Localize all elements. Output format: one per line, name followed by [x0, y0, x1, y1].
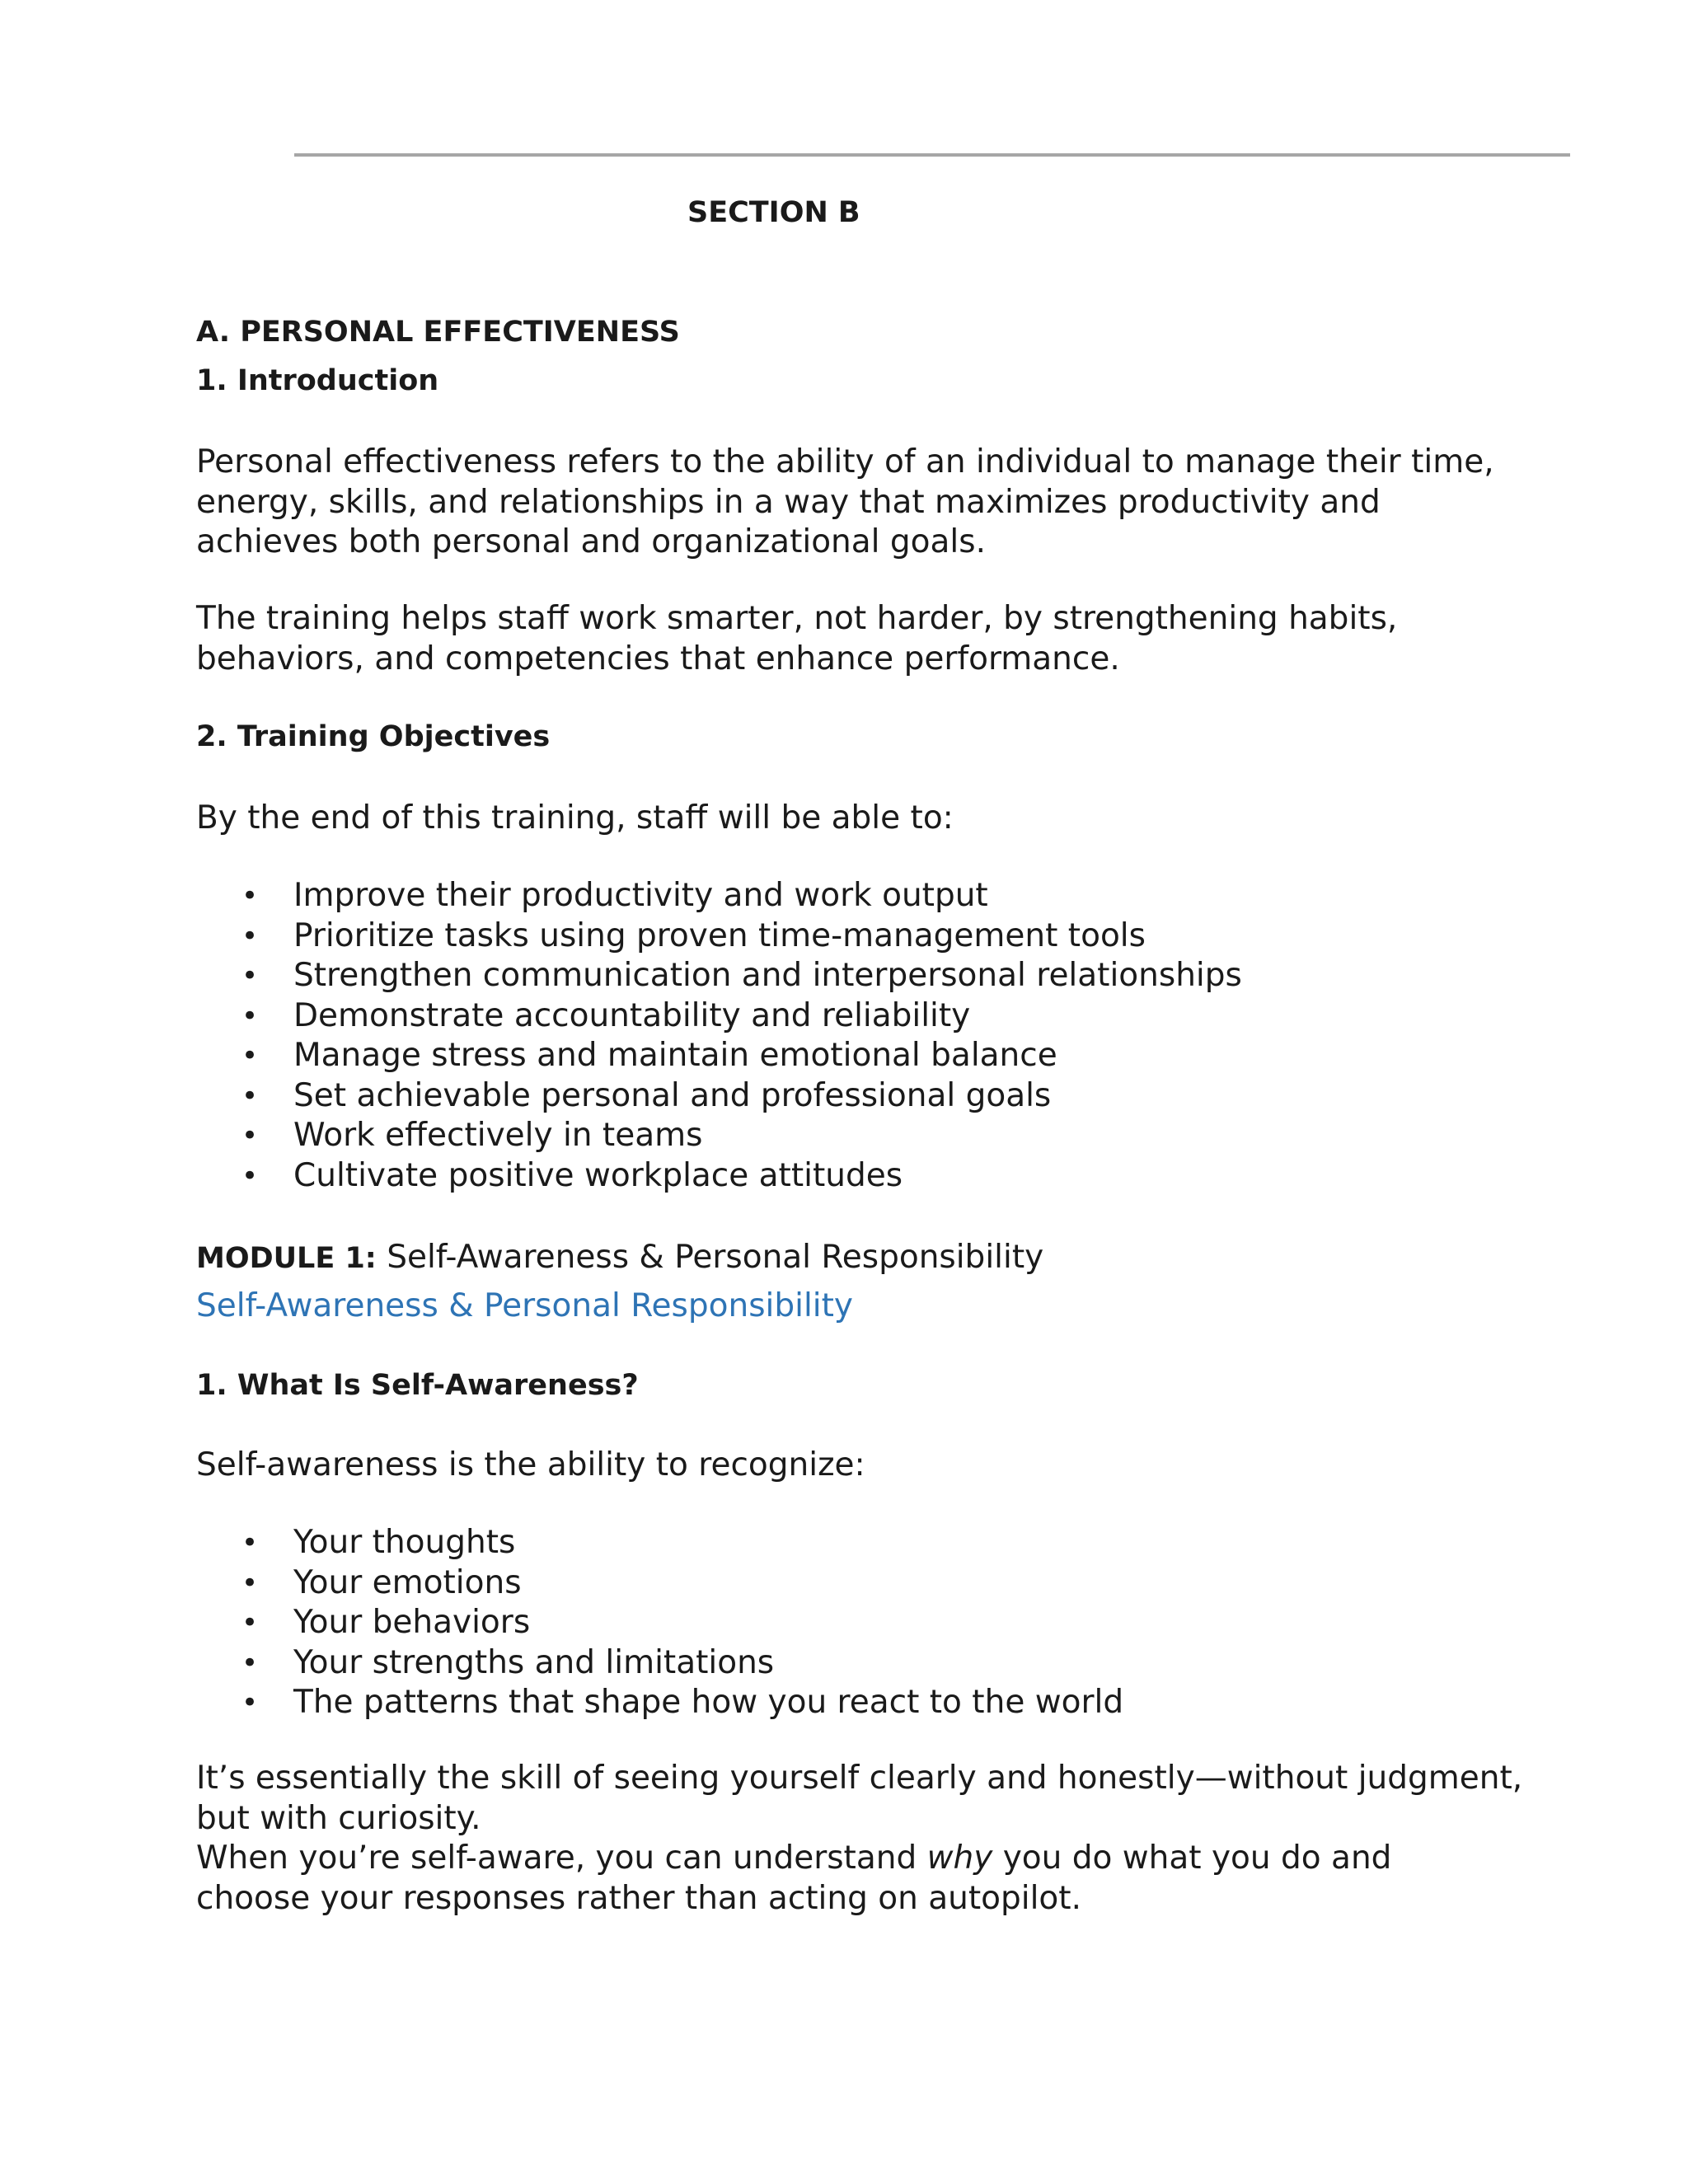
self-awareness-lead: Self-awareness is the ability to recognize:: [196, 1446, 865, 1483]
bullet-icon: •: [241, 1566, 259, 1600]
objectives-heading: 2. Training Objectives: [196, 720, 551, 753]
bullet-icon: •: [241, 1119, 259, 1152]
bullet-icon: •: [241, 1159, 259, 1193]
module-label: MODULE 1:: [196, 1242, 377, 1275]
closing-line-4: choose your responses rather than acting on autopilot.: [196, 1879, 1081, 1917]
intro-p2-line-2: behaviors, and competencies that enhance performance.: [196, 640, 1120, 677]
bullet-icon: •: [241, 1079, 259, 1113]
intro-paragraph-1: [196, 443, 1494, 563]
list-item: • Your emotions: [196, 1563, 1123, 1604]
list-item: • Manage stress and maintain emotional balance: [196, 1036, 1242, 1076]
self-awareness-closing: [196, 1759, 1522, 1919]
bullet-icon: •: [241, 1526, 259, 1559]
list-item: • Cultivate positive workplace attitudes: [196, 1156, 1242, 1197]
self-awareness-list: [196, 1523, 1123, 1723]
emphasis-why: why: [926, 1840, 993, 1877]
list-item: • The patterns that shape how you react to the world: [196, 1683, 1123, 1723]
bullet-icon: •: [241, 1039, 259, 1072]
header-rule: [294, 153, 1570, 157]
section-title: SECTION B: [687, 196, 860, 229]
intro-p1-line-2: energy, skills, and relationships in a way that maximizes productivity and: [196, 483, 1381, 521]
bullet-icon: •: [241, 959, 259, 992]
bullet-icon: •: [241, 1606, 259, 1639]
list-item: • Your thoughts: [196, 1523, 1123, 1563]
list-item: • Prioritize tasks using proven time-management tools: [196, 916, 1242, 957]
list-item: • Improve their productivity and work output: [196, 876, 1242, 916]
bullet-icon: •: [241, 1686, 259, 1719]
closing-line-2: but with curiosity.: [196, 1799, 481, 1837]
bullet-icon: •: [241, 1646, 259, 1680]
intro-p1-line-3: achieves both personal and organizational goals.: [196, 523, 986, 560]
list-item: • Your strengths and limitations: [196, 1643, 1123, 1684]
intro-paragraph-2: [196, 599, 1397, 679]
list-item: • Set achievable personal and professional goals: [196, 1076, 1242, 1117]
bullet-icon: •: [241, 999, 259, 1033]
module-subtitle-link[interactable]: Self-Awareness & Personal Responsibility: [196, 1287, 853, 1324]
list-item: • Demonstrate accountability and reliability: [196, 996, 1242, 1037]
module-title: Self-Awareness & Personal Responsibility: [376, 1239, 1044, 1276]
list-item: • Your behaviors: [196, 1603, 1123, 1643]
part-title: A. PERSONAL EFFECTIVENESS: [196, 316, 680, 349]
bullet-icon: •: [241, 879, 259, 912]
bullet-icon: •: [241, 919, 259, 953]
intro-p1-line-1: Personal effectiveness refers to the ability of an individual to manage their time,: [196, 443, 1494, 480]
closing-line-1: It’s essentially the skill of seeing yourself clearly and honestly—without judgment,: [196, 1760, 1523, 1797]
module-heading: [196, 1239, 1043, 1276]
closing-line-3: When you’re self-aware, you can understand why you do what you do and: [196, 1840, 1392, 1877]
objectives-lead: By the end of this training, staff will be able to:: [196, 799, 954, 837]
intro-heading: 1. Introduction: [196, 364, 439, 397]
list-item: • Work effectively in teams: [196, 1116, 1242, 1156]
intro-p2-line-1: The training helps staff work smarter, not harder, by strengthening habits,: [196, 600, 1398, 637]
list-item: • Strengthen communication and interpersonal relationships: [196, 956, 1242, 996]
objectives-list: [196, 876, 1242, 1196]
self-awareness-heading: 1. What Is Self-Awareness?: [196, 1369, 639, 1402]
